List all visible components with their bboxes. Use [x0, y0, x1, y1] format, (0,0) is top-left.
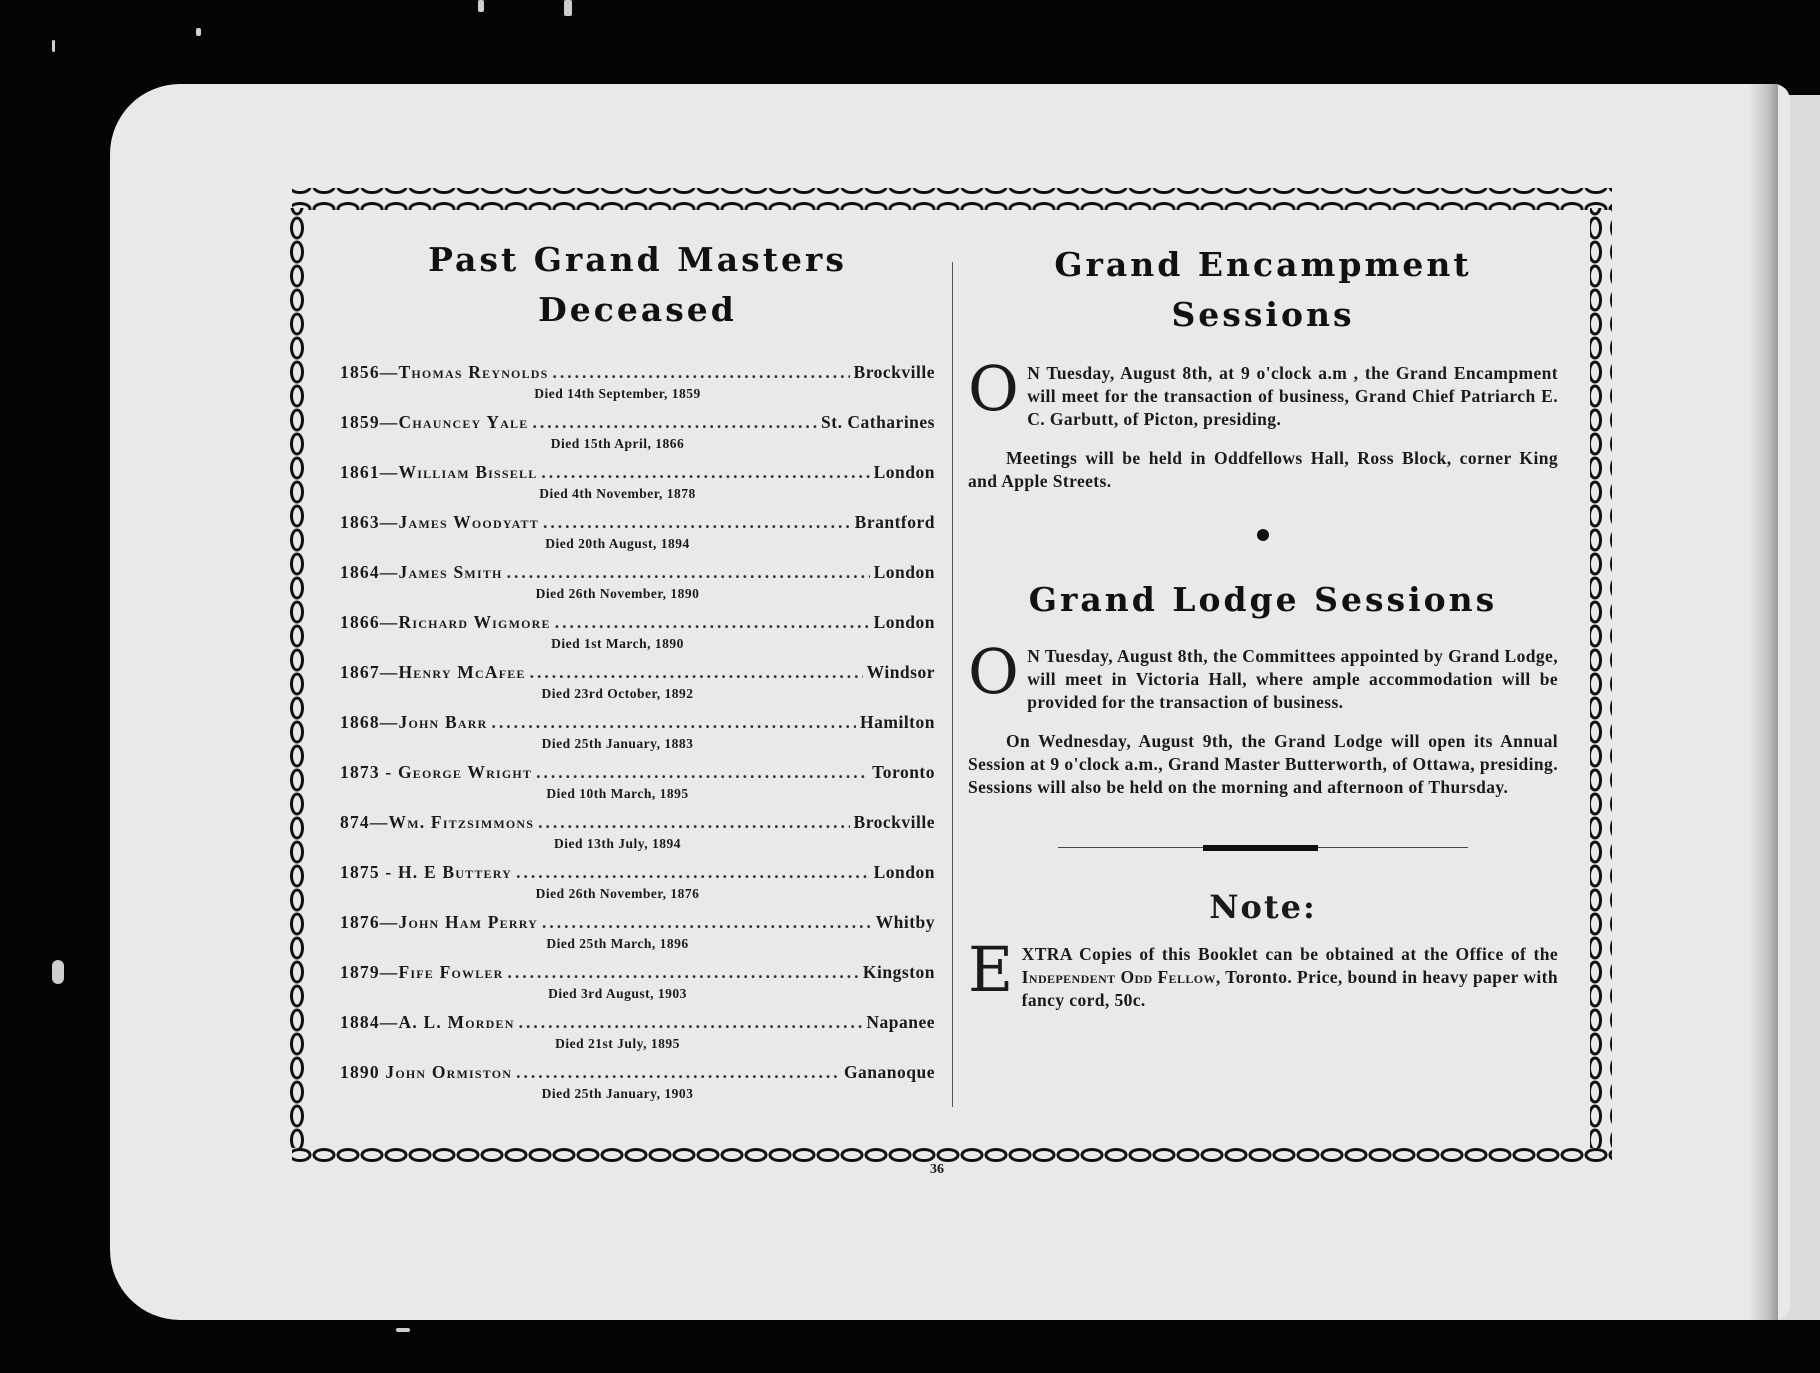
entry-line — [340, 959, 935, 985]
chain-left — [290, 208, 312, 1148]
grand-master-entry — [340, 859, 935, 909]
entry-year-name: 1875 - H. E Buttery — [340, 862, 513, 882]
past-grand-masters-heading — [340, 235, 935, 335]
encampment-paragraph-2: Meetings will be held in Oddfellows Hall, Ross Block, corner King and Apple Streets. — [968, 448, 1558, 491]
entry-line — [340, 559, 935, 585]
grand-master-entry — [340, 809, 935, 859]
lodge-heading: Grand Lodge Sessions — [1028, 580, 1498, 619]
drop-cap: E — [968, 933, 1014, 1006]
chain-bottom — [292, 1144, 1612, 1166]
dot-leader — [543, 509, 851, 535]
entry-year-name: 1884—A. L. Morden — [340, 1012, 515, 1032]
entry-died-date: Died 3rd August, 1903 — [548, 986, 687, 1001]
dot-leader — [516, 859, 870, 885]
entry-year-name: 1863—James Woodyatt — [340, 512, 539, 532]
grand-master-entry — [340, 759, 935, 809]
encampment-heading-line-1: Grand Encampment — [1054, 245, 1472, 284]
entry-place: London — [873, 562, 935, 582]
entry-line — [340, 659, 935, 685]
entry-year-name: 1879—Fife Fowler — [340, 962, 504, 982]
entry-year-name: 1856—Thomas Reynolds — [340, 362, 549, 382]
grand-master-entry — [340, 1009, 935, 1059]
grand-master-entry — [340, 659, 935, 709]
grand-master-entry — [340, 609, 935, 659]
dot-leader — [542, 909, 872, 935]
dot-leader — [530, 659, 863, 685]
entry-year-name: 1873 - George Wright — [340, 762, 533, 782]
entry-died-date: Died 25th January, 1903 — [541, 1086, 694, 1101]
encampment-heading — [968, 240, 1558, 340]
entry-line — [340, 409, 935, 435]
entry-line — [340, 359, 935, 385]
entry-died-date: Died 26th November, 1876 — [535, 886, 700, 901]
entry-place: London — [873, 612, 935, 632]
grand-masters-list — [340, 359, 935, 1109]
lodge-text-1: N Tuesday, August 8th, the Committees appointed by Grand Lodge, will meet in Victoria Hall, where ample accommodation will be provided for the transaction of business. — [1027, 646, 1558, 712]
section-bullet — [1257, 529, 1269, 541]
entry-place: Brockville — [853, 812, 935, 832]
dot-leader — [519, 1009, 863, 1035]
drop-cap: O — [968, 352, 1020, 425]
entry-place: Toronto — [872, 762, 935, 782]
entry-line — [340, 1009, 935, 1035]
entry-year-name: 1876—John Ham Perry — [340, 912, 539, 932]
note-heading: Note: — [1209, 888, 1317, 926]
note-text-1: XTRA Copies of this Booklet can be obtained at the Office of the — [1021, 944, 1558, 964]
lodge-paragraph-1 — [968, 635, 1558, 714]
entry-died-date: Died 26th November, 1890 — [535, 586, 700, 601]
sessions-column — [968, 240, 1558, 1012]
column-divider — [952, 262, 953, 1107]
note-text-2: Toronto. Price, bound in heavy paper with fancy cord, 50c. — [1021, 967, 1559, 1010]
dot-leader — [541, 459, 869, 485]
entry-line — [340, 1059, 935, 1085]
entry-line — [340, 809, 935, 835]
grand-master-entry — [340, 559, 935, 609]
entry-place: Napanee — [866, 1012, 935, 1032]
entry-died-date: Died 15th April, 1866 — [550, 436, 685, 451]
grand-master-entry — [340, 709, 935, 759]
entry-place: Windsor — [866, 662, 935, 682]
entry-died-date: Died 10th March, 1895 — [546, 786, 689, 801]
heading-line-2: Deceased — [538, 290, 737, 329]
dot-leader — [491, 709, 856, 735]
entry-year-name: 874—Wm. Fitzsimmons — [340, 812, 535, 832]
entry-place: London — [873, 462, 935, 482]
dot-leader — [555, 609, 870, 635]
note-paragraph — [968, 933, 1559, 1012]
encampment-heading-line-2: Sessions — [1171, 295, 1355, 334]
entry-year-name: 1859—Chauncey Yale — [340, 412, 529, 432]
entry-died-date: Died 25th March, 1896 — [546, 936, 689, 951]
grand-master-entry — [340, 509, 935, 559]
encampment-text-1: N Tuesday, August 8th, at 9 o'clock a.m , the Grand Encampment will meet for the transaction of business, Grand Chief Patriarch E. C. Garbutt, of Picton, presiding. — [1027, 363, 1558, 429]
entry-line — [340, 709, 935, 735]
dot-leader — [507, 559, 870, 585]
entry-line — [340, 459, 935, 485]
page-number: 36 — [930, 1162, 944, 1177]
entry-died-date: Died 23rd October, 1892 — [541, 686, 694, 701]
past-grand-masters-column — [340, 235, 935, 1109]
entry-place: Kingston — [862, 962, 935, 982]
entry-year-name: 1890 John Ormiston — [340, 1062, 513, 1082]
chain-top — [292, 188, 1612, 210]
dot-leader — [532, 409, 817, 435]
grand-master-entry — [340, 359, 935, 409]
entry-died-date: Died 25th January, 1883 — [541, 736, 694, 751]
entry-place: Gananoque — [843, 1062, 935, 1082]
entry-year-name: 1867—Henry McAfee — [340, 662, 526, 682]
encampment-paragraph-1 — [968, 352, 1558, 431]
entry-year-name: 1861—William Bissell — [340, 462, 538, 482]
entry-line — [340, 509, 935, 535]
entry-died-date: Died 14th September, 1859 — [534, 386, 701, 401]
chain-right — [1590, 208, 1612, 1148]
entry-year-name: 1864—James Smith — [340, 562, 503, 582]
dot-leader — [516, 1059, 840, 1085]
entry-year-name: 1868—John Barr — [340, 712, 488, 732]
heading-line-1: Past Grand Masters — [428, 240, 847, 279]
grand-master-entry — [340, 959, 935, 1009]
entry-died-date: Died 4th November, 1878 — [539, 486, 696, 501]
entry-died-date: Died 20th August, 1894 — [545, 536, 690, 551]
entry-died-date: Died 1st March, 1890 — [551, 636, 684, 651]
decorative-rule — [1058, 843, 1468, 853]
grand-master-entry — [340, 409, 935, 459]
lodge-paragraph-2: On Wednesday, August 9th, the Grand Lodge will open its Annual Session at 9 o'clock a.m., Grand Master Butterworth, of Ottawa, presiding. Sessions will also be held on the morning and afternoon of Thursday. — [968, 731, 1558, 797]
entry-line — [340, 609, 935, 635]
entry-line — [340, 859, 935, 885]
publication-name: Independent Odd Fellow, — [1021, 967, 1221, 987]
entry-place: London — [873, 862, 935, 882]
entry-place: Brantford — [854, 512, 935, 532]
entry-died-date: Died 21st July, 1895 — [555, 1036, 680, 1051]
dot-leader — [536, 759, 868, 785]
grand-master-entry — [340, 459, 935, 509]
dot-leader — [507, 959, 858, 985]
entry-place: Hamilton — [860, 712, 935, 732]
entry-line — [340, 909, 935, 935]
entry-year-name: 1866—Richard Wigmore — [340, 612, 551, 632]
drop-cap: O — [968, 635, 1020, 708]
grand-master-entry — [340, 1059, 935, 1109]
entry-place: Whitby — [875, 912, 935, 932]
entry-line — [340, 759, 935, 785]
dot-leader — [538, 809, 849, 835]
entry-place: St. Catharines — [821, 412, 935, 432]
entry-place: Brockville — [853, 362, 935, 382]
grand-master-entry — [340, 909, 935, 959]
entry-died-date: Died 13th July, 1894 — [553, 836, 682, 851]
dot-leader — [553, 359, 850, 385]
